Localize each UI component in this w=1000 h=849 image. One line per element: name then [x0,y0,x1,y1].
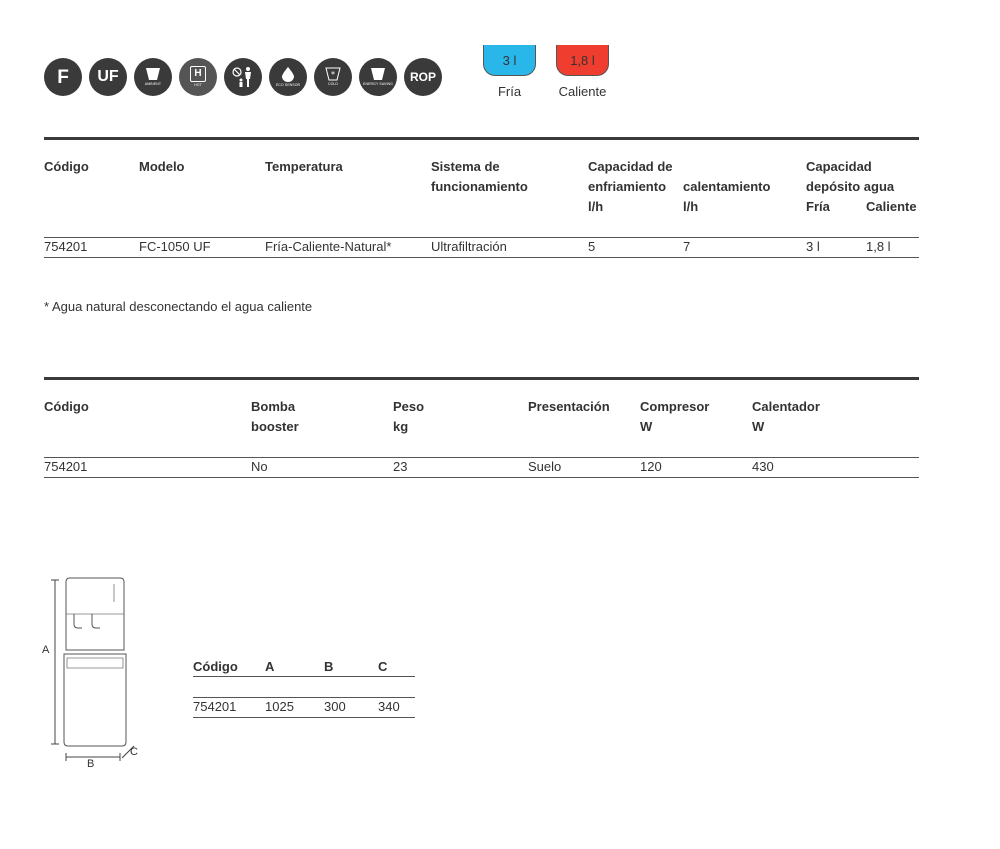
cold-tank-icon [483,45,536,76]
reverse-osmosis-icon: ROP [404,58,442,96]
cell-temperatura: Fría-Caliente-Natural* [265,239,392,254]
header-peso-line1: Peso [393,399,425,414]
cell-codigo: 754201 [44,459,88,474]
cell-c: 340 [378,699,400,714]
cold-tank-label: Fría [497,84,522,99]
header-compresor-line2: W [640,419,653,434]
table-top-rule [44,377,919,380]
svg-text:*: * [331,70,335,80]
table-bottom-rule [193,717,415,718]
ultrafiltration-icon: UF [89,58,127,96]
dimension-label-b: B [87,758,95,770]
cell-enfriamiento: 5 [588,239,596,254]
table-header-rule [193,676,415,677]
eco-sensor-icon: ECO SENSOR [269,58,307,96]
header-enfriamiento: enfriamiento [588,179,667,194]
header-presentacion: Presentación [528,399,610,414]
header-calentador-line2: W [752,419,765,434]
header-peso-line2: kg [393,419,409,434]
header-caliente: Caliente [866,199,917,214]
cold-tank-value: 3 l [502,52,517,68]
energy-saving-icon: ENERGY SAVING [359,58,397,96]
header-bomba-line1: Bomba [251,399,296,414]
hot-water-icon: H HOT [179,58,217,96]
header-bomba-line2: booster [251,419,299,434]
cell-caliente: 1,8 l [866,239,891,254]
header-codigo: Código [44,399,89,414]
header-compresor-line1: Compresor [640,399,710,414]
cell-compresor: 120 [640,459,662,474]
header-codigo: Código [44,159,89,174]
cell-peso: 23 [393,459,408,474]
cell-modelo: FC-1050 UF [139,239,211,254]
table-bottom-rule [44,257,919,258]
header-calentamiento-unit: l/h [683,199,699,214]
cell-a: 1025 [265,699,294,714]
dimension-label-c: C [130,746,138,758]
footnote: * Agua natural desconectando el agua caliente [44,299,313,314]
header-deposito-line1: Capacidad [806,159,872,174]
hot-tank-value: 1,8 l [570,52,595,68]
cell-codigo: 754201 [193,699,237,714]
header-calentamiento: calentamiento [683,179,771,194]
cell-bomba: No [251,459,268,474]
hot-tank-label: Caliente [558,84,607,99]
table-row-rule [44,457,919,458]
header-enfriamiento-unit: l/h [588,199,604,214]
dimension-label-a: A [42,644,50,656]
child-safety-icon [224,58,262,96]
header-sistema-line1: Sistema de [431,159,500,174]
table-bottom-rule [44,477,919,478]
header-c: C [378,659,388,674]
cell-codigo: 754201 [44,239,88,254]
header-a: A [265,659,275,674]
cell-presentacion: Suelo [528,459,562,474]
cell-b: 300 [324,699,346,714]
header-sistema-line2: funcionamiento [431,179,528,194]
cell-sistema: Ultrafiltración [431,239,507,254]
filter-icon: F [44,58,82,96]
table-top-rule [44,137,919,140]
dispenser-diagram [40,572,150,772]
header-codigo: Código [193,659,238,674]
header-deposito-line2: depósito agua [806,179,895,194]
header-fria: Fría [806,199,830,214]
cell-fria: 3 l [806,239,820,254]
cell-calentamiento: 7 [683,239,691,254]
header-modelo: Modelo [139,159,185,174]
ambient-water-icon: AMBIENT [134,58,172,96]
header-capacidad: Capacidad de [588,159,673,174]
cold-water-icon: * COLD [314,58,352,96]
cell-calentador: 430 [752,459,774,474]
hot-tank-icon [556,45,609,76]
header-calentador-line1: Calentador [752,399,820,414]
header-temperatura: Temperatura [265,159,343,174]
dispenser-outline-icon [40,572,150,772]
header-b: B [324,659,334,674]
